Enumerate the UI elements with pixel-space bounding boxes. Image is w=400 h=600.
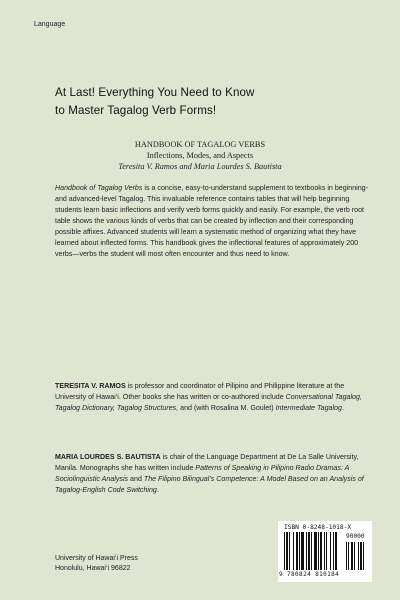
author-bio-bautista <box>55 452 371 496</box>
bio-text: and <box>128 475 144 484</box>
book-title: HANDBOOK OF TAGALOG VERBS <box>134 140 266 149</box>
publisher-info <box>55 554 138 574</box>
author-name-bautista: MARIA LOURDES S. BAUTISTA <box>55 453 161 461</box>
bio-book-titles: Conversational Tagalog, Tagalog Dictionary, Tagalog Structures, <box>55 393 362 413</box>
title-block <box>0 139 400 172</box>
headline-line-2: to Master Tagalog Verb Forms! <box>55 104 217 117</box>
bio-text: and (with Rosalina M. Goulet) <box>178 404 276 413</box>
isbn-number: ISBN 0-8248-1018-X <box>284 524 352 531</box>
description-text: is a concise, easy-to-understand supplement to textbooks in beginning- and advanced-level Tagalog. This invaluable reference contains tables that will help beginning students learn basic inflections and verify verb forms quickly and easily. For example, the verb root table shows the various kinds of verbs that can be created by inflection and their corresponding possible affixes. Advanced students will learn a systematic method of organizing what they have learned about inflected forms. This handbook gives the inflectional features of approximately 200 verbs—verbs the student will most often encounter and thus need to know. <box>55 184 368 259</box>
book-subtitle: Inflections, Modes, and Aspects <box>146 151 254 160</box>
bio-book-title: Intermediate Tagalog <box>275 404 342 413</box>
bio-text: . <box>341 404 344 413</box>
headline <box>55 84 375 120</box>
description-paragraph <box>55 183 371 260</box>
bio-book-title: The Filipino Bilingual’s Competence: A Model Based on an Analysis of Tagalog-English Code Switching <box>55 475 364 495</box>
bio-text: is professor and coordinator of Pilipino and Philippine literature at the University of Hawai‘i. Other books she has written or co-authored include <box>55 382 345 402</box>
book-authors: Teresita V. Ramos and Maria Lourdes S. Bautista <box>118 162 282 171</box>
description-book-title: Handbook of Tagalog Verbs <box>55 184 143 192</box>
barcode-icon <box>284 532 370 570</box>
bio-text: is chair of the Language Department at De La Salle University, Manila. Monographs she has written include <box>55 453 359 473</box>
publisher-address: Honolulu, Hawai‘i 96822 <box>55 565 131 572</box>
ean-digits: 9 780824 810184 <box>279 571 340 578</box>
bio-book-title: Patterns of Speaking in Pilipino Radio Dramas: A Sociolinguistic Analysis <box>55 464 350 484</box>
category-label: Language <box>34 21 66 28</box>
publisher-name: University of Hawai‘i Press <box>55 555 138 562</box>
bio-text: . <box>156 486 159 495</box>
author-name-ramos: TERESITA V. RAMOS <box>55 382 126 390</box>
author-bio-ramos <box>55 381 371 414</box>
price-code: 90000 <box>346 533 365 540</box>
headline-line-1: At Last! Everything You Need to Know <box>55 86 255 99</box>
